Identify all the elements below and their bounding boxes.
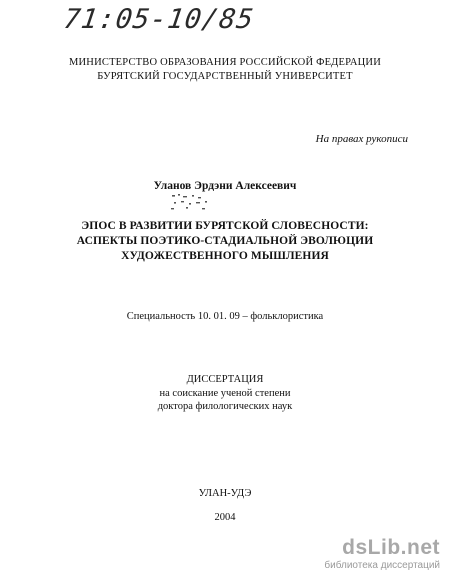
author-name: Уланов Эрдэни Алексеевич: [153, 180, 297, 192]
degree-line-2: доктора филологических наук: [157, 401, 293, 412]
university-name: БУРЯТСКИЙ ГОСУДАРСТВЕННЫЙ УНИВЕРСИТЕТ: [97, 71, 353, 82]
faded-stamp-marks: [168, 193, 228, 219]
watermark-subtitle: библиотека диссертаций: [324, 560, 440, 571]
ministry-name: МИНИСТЕРСТВО ОБРАЗОВАНИЯ РОССИЙСКОЙ ФЕДЕРАЦИИ: [68, 57, 381, 68]
title-line-3: ХУДОЖЕСТВЕННОГО МЫШЛЕНИЯ: [121, 250, 329, 262]
watermark-logo: dsLib.net: [342, 536, 440, 559]
document-type-label: ДИССЕРТАЦИЯ: [186, 374, 264, 385]
city: УЛАН-УДЭ: [198, 488, 252, 499]
rights-note: На правах рукописи: [315, 133, 408, 145]
title-line-2: АСПЕКТЫ ПОЭТИКО-СТАДИАЛЬНОЙ ЭВОЛЮЦИИ: [76, 235, 374, 247]
handwritten-catalog-number: 71:05-10/85: [61, 4, 256, 35]
site-watermark: [324, 536, 440, 576]
year: 2004: [214, 512, 236, 523]
degree-line-1: на соискание ученой степени: [159, 388, 291, 399]
specialty: Специальность 10. 01. 09 – фольклористика: [126, 311, 324, 322]
title-line-1: ЭПОС В РАЗВИТИИ БУРЯТСКОЙ СЛОВЕСНОСТИ:: [81, 220, 369, 232]
